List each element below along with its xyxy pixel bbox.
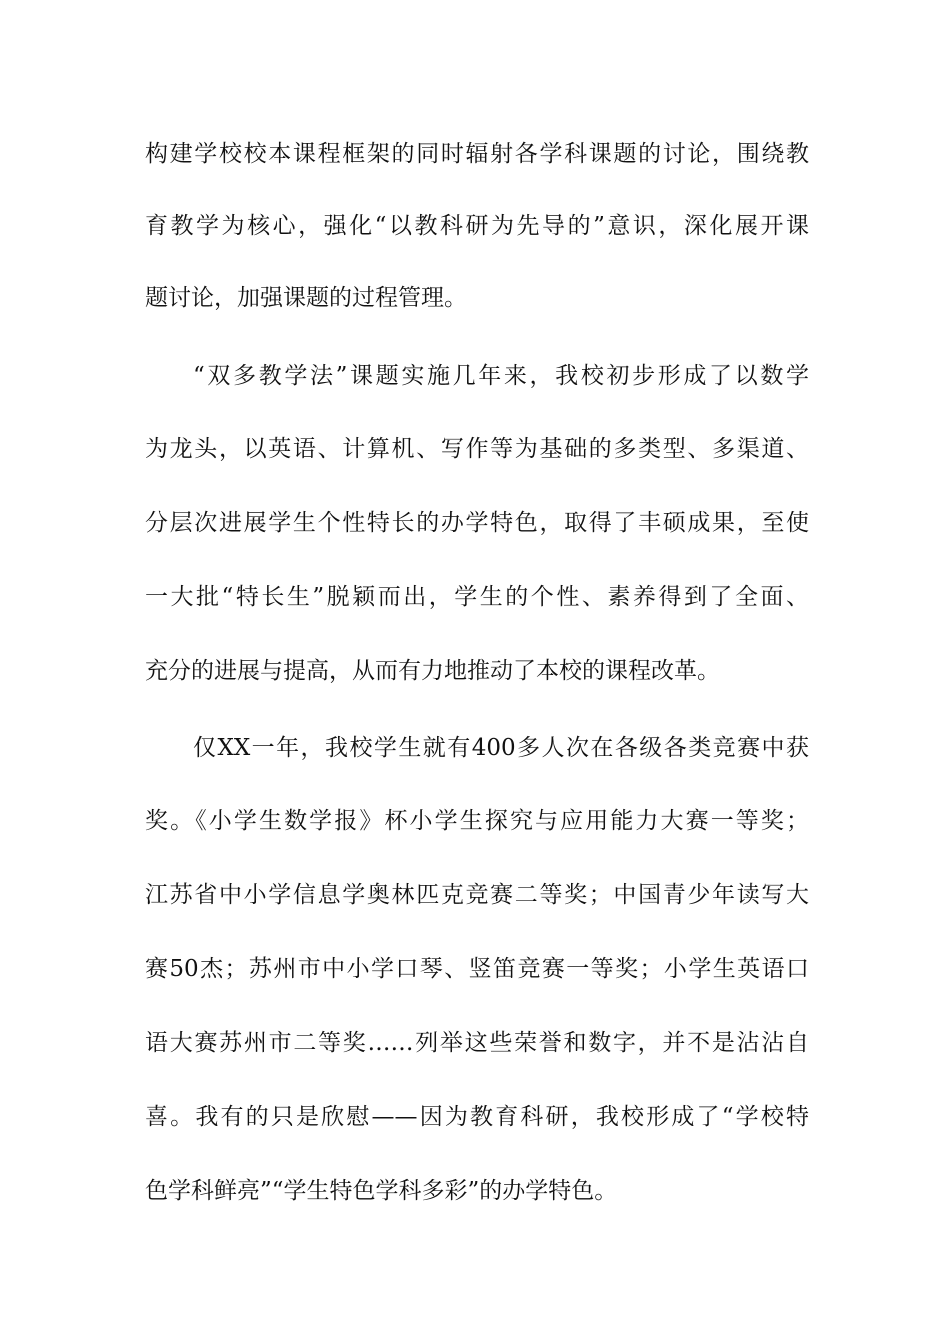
paragraph-3-line-2: 奖。《小学生数学报》杯小学生探究与应用能力大赛一等奖； bbox=[145, 808, 809, 834]
paragraph-2-line-4: 一大批“特长生”脱颖而出，学生的个性、素养得到了全面、 bbox=[145, 584, 809, 610]
paragraph-2-line-2: 为龙头，以英语、计算机、写作等为基础的多类型、多渠道、 bbox=[145, 436, 809, 462]
paragraph-3-line-3: 江苏省中小学信息学奥林匹克竞赛二等奖；中国青少年读写大 bbox=[145, 882, 809, 908]
paragraph-2-line-5: 充分的进展与提高，从而有力地推动了本校的课程改革。 bbox=[145, 658, 720, 684]
paragraph-1-line-3: 题讨论，加强课题的过程管理。 bbox=[145, 285, 467, 311]
paragraph-2-line-1: “双多教学法”课题实施几年来，我校初步形成了以数学 bbox=[193, 363, 809, 389]
paragraph-3-line-1: 仅XX一年，我校学生就有400多人次在各级各类竞赛中获 bbox=[193, 735, 809, 761]
paragraph-3-line-5: 语大赛苏州市二等奖……列举这些荣誉和数字，并不是沾沾自 bbox=[145, 1030, 809, 1056]
paragraph-2-line-3: 分层次进展学生个性特长的办学特色，取得了丰硕成果，至使 bbox=[145, 510, 809, 536]
paragraph-1-line-1: 构建学校校本课程框架的同时辐射各学科课题的讨论，围绕教 bbox=[145, 141, 809, 167]
paragraph-3-line-7: 色学科鲜亮”“学生特色学科多彩”的办学特色。 bbox=[145, 1178, 618, 1204]
paragraph-1-line-2: 育教学为核心，强化“以教科研为先导的”意识，深化展开课 bbox=[145, 213, 809, 239]
paragraph-3-line-6: 喜。我有的只是欣慰——因为教育科研，我校形成了“学校特 bbox=[145, 1104, 809, 1130]
paragraph-3-line-4: 赛50杰；苏州市中小学口琴、竖笛竞赛一等奖；小学生英语口 bbox=[145, 956, 809, 982]
